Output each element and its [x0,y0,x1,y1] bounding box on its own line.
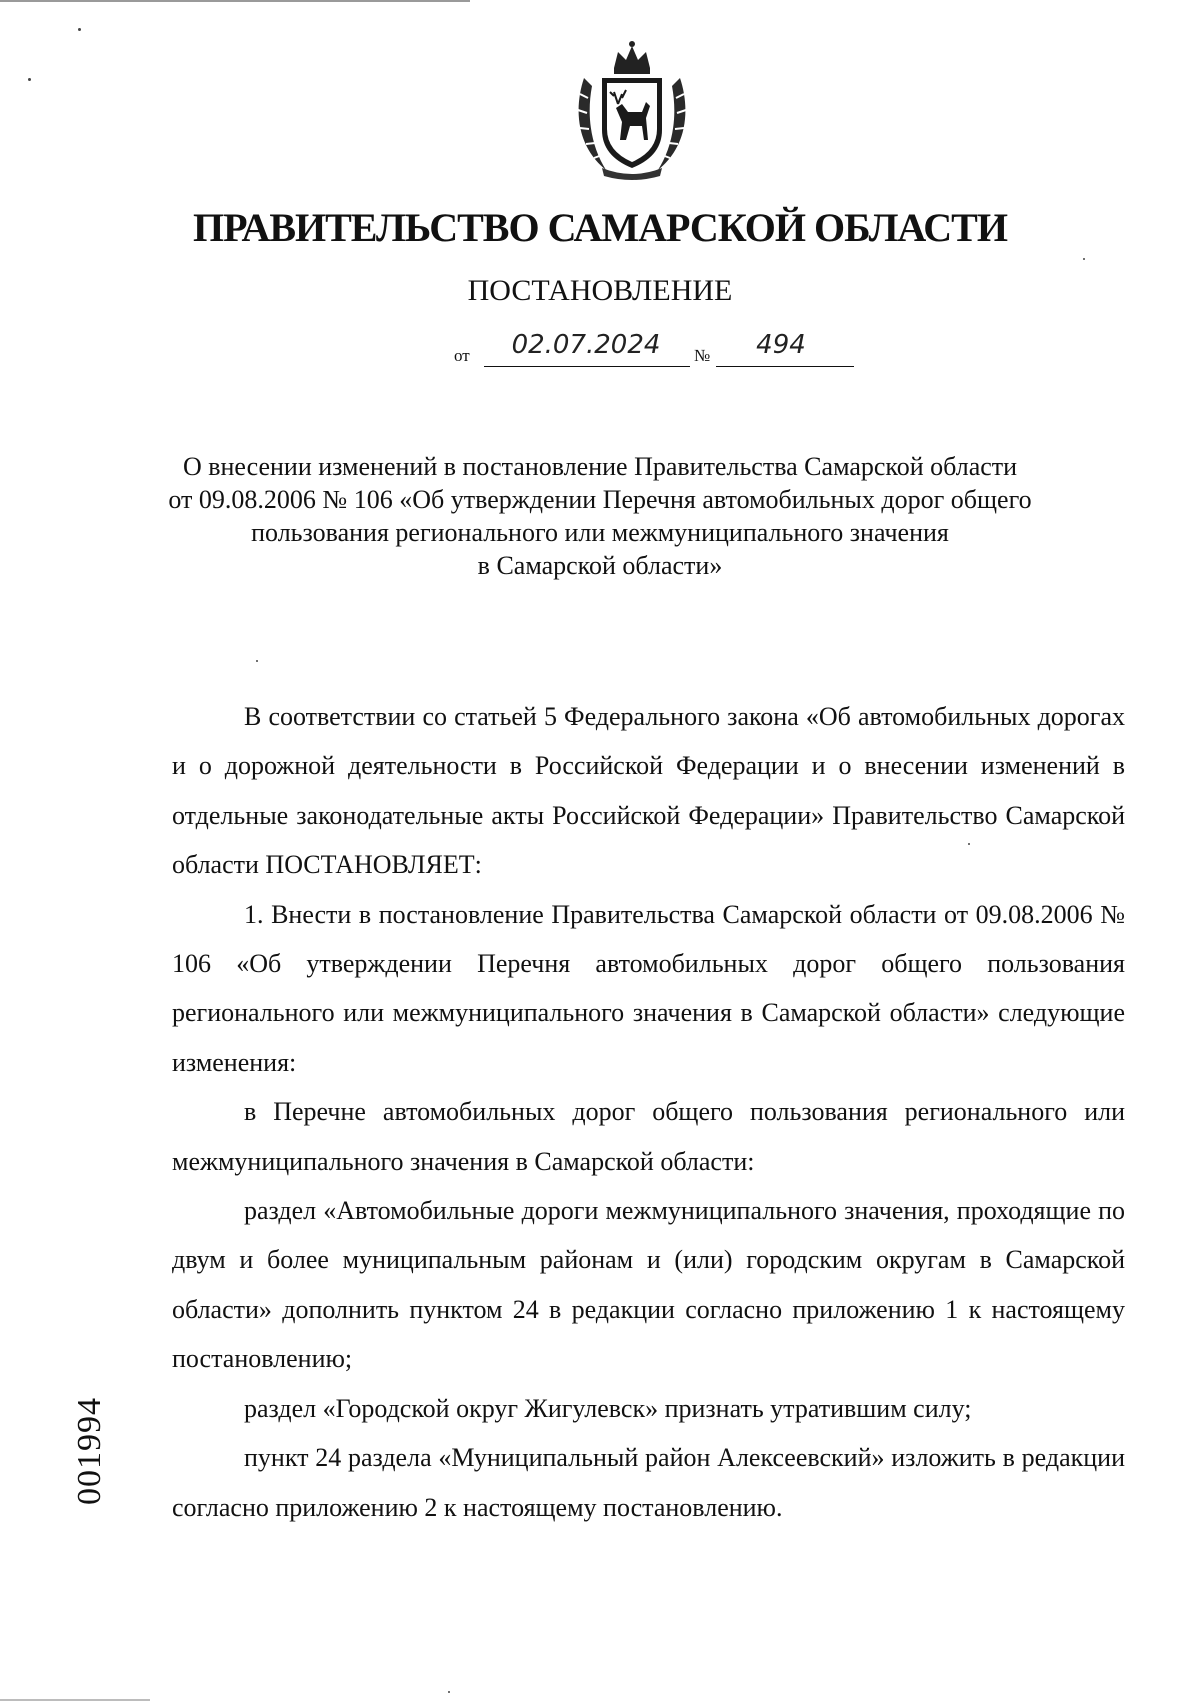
number-label: № [694,346,711,365]
date-number-line [448,330,868,374]
date-underline [484,366,690,367]
samara-coat-of-arms-icon [570,38,694,180]
organization-title: ПРАВИТЕЛЬСТВО САМАРСКОЙ ОБЛАСТИ [193,205,1007,250]
scan-speck [78,28,81,31]
body-paragraph: В соответствии со статьей 5 Федерального закона «Об автомобильных дорогах и о дорожной деятельности в Российской Федерации и о внесении изменений в отдельные законодательные акты Российской Федерации» Правительство Самарской области ПОСТАНОВЛЯЕТ: [172,702,1125,880]
side-registration-stamp: 001994 [71,1397,108,1505]
number-underline [716,366,854,367]
subject-line: в Самарской области» [477,551,723,580]
document-body [172,692,1125,1532]
document-type: ПОСТАНОВЛЕНИЕ [467,274,733,307]
date-label: от [454,346,470,365]
body-paragraph: 1. Внести в постановление Правительства Самарской области от 09.08.2006 № 106 «Об утверждении Перечня автомобильных дорог общего пользования регионального или межмуниципального значения в Самарской области» следующие изменения: [172,899,1125,1077]
scan-speck [28,78,31,81]
scan-speck [448,1691,450,1693]
subject-line: О внесении изменений в постановление Правительства Самарской области [182,452,1018,481]
document-subject [150,450,1050,582]
scan-top-edge [0,0,470,2]
scan-speck [1083,258,1085,260]
body-paragraph: пункт 24 раздела «Муниципальный район Алексеевский» изложить в редакции согласно приложению 2 к настоящему постановлению. [172,1443,1125,1522]
document-number: 494 [756,330,806,360]
document-date: 02.07.2024 [511,330,661,360]
body-paragraph: раздел «Городской округ Жигулевск» признать утратившим силу; [244,1393,972,1423]
subject-line: от 09.08.2006 № 106 «Об утверждении Перечня автомобильных дорог общего [168,485,1032,514]
body-paragraph: в Перечне автомобильных дорог общего пользования регионального или межмуниципального значения в Самарской области: [172,1097,1125,1176]
subject-line: пользования регионального или межмуниципального значения [251,518,949,547]
scan-speck [256,660,258,662]
body-paragraph: раздел «Автомобильные дороги межмуниципального значения, проходящие по двум и более муниципальным районам и (или) городским округам в Самарской области» дополнить пунктом 24 в редакции согласно приложению 1 к настоящему постановлению; [172,1196,1125,1374]
scan-bottom-edge [0,1699,150,1701]
